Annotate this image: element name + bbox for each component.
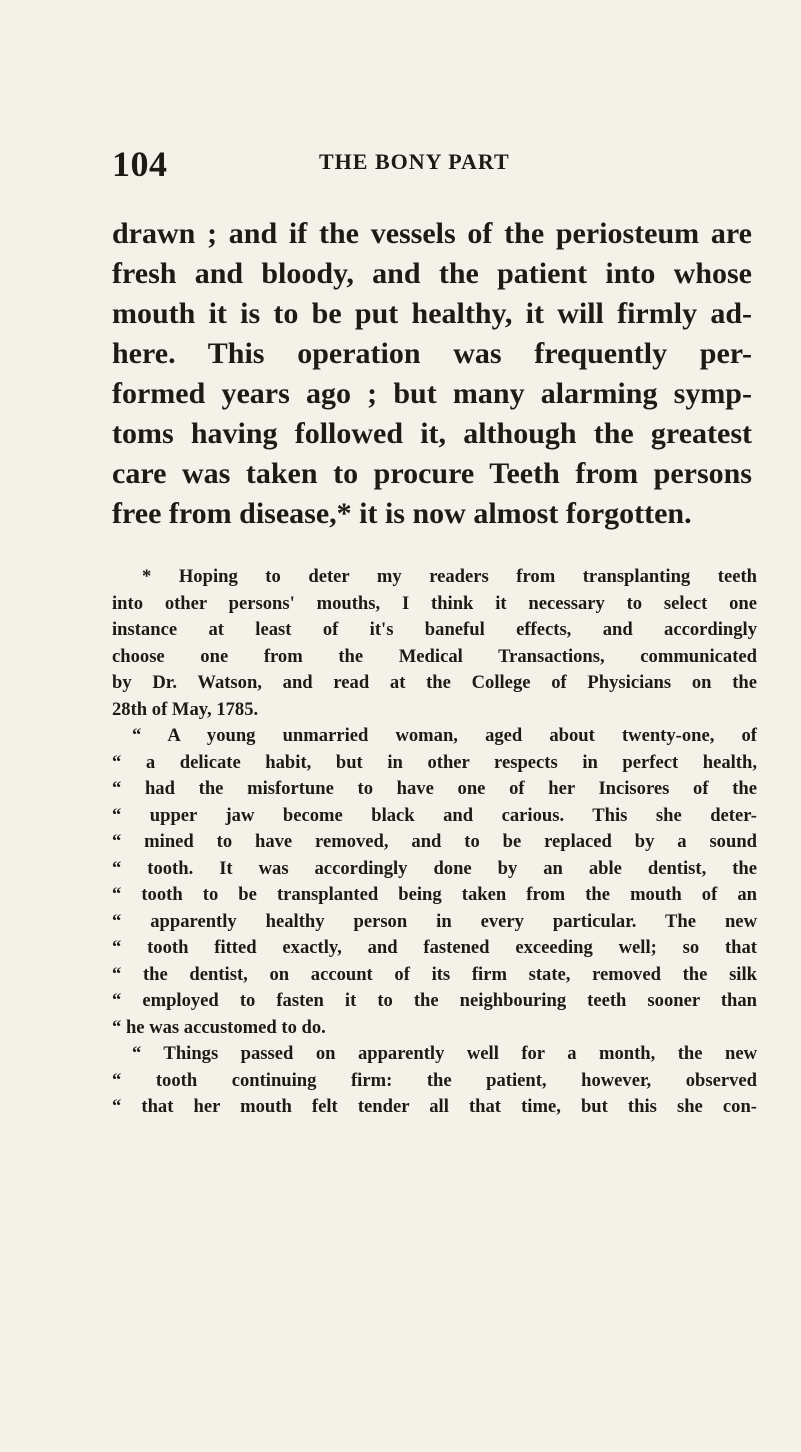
quoted-line: “ the dentist, on account of its firm state, removed the silk [112,963,757,985]
footnote-line: 28th of May, 1785. [112,698,259,720]
quoted-line: “ upper jaw become black and carious. This she deter- [112,804,757,826]
quoted-line: “ tooth. It was accordingly done by an able dentist, the [112,857,757,879]
footnote-line: by Dr. Watson, and read at the College of Physicians on the [112,672,757,693]
footnote-line: * Hoping to deter my readers from transplanting teeth [142,566,757,587]
body-paragraph [112,214,752,534]
quoted-line: “ employed to fasten it to the neighbouring teeth sooner than [112,990,757,1011]
quoted-line: “ tooth to be transplanted being taken from the mouth of an [112,884,757,905]
body-line: free from disease,* it is now almost forgotten. [112,497,692,530]
footnote [112,564,757,1121]
body-line: mouth it is to be put healthy, it will firmly ad- [112,297,752,330]
body-line: drawn ; and if the vessels of the periosteum are [112,217,752,250]
quoted-line: “ had the misfortune to have one of her Incisores of the [112,778,757,799]
page-header [112,143,592,187]
quoted-line: “ tooth fitted exactly, and fastened exceeding well; so that [112,937,757,958]
body-line: fresh and bloody, and the patient into whose [112,257,752,290]
body-line: here. This operation was frequently per- [112,337,752,370]
quoted-line: “ apparently healthy person in every particular. The new [112,910,757,932]
body-line: formed years ago ; but many alarming symp- [112,377,752,410]
page-number: 104 [112,144,168,184]
quoted-line: “ he was accustomed to do. [112,1016,326,1038]
running-head: THE BONY PART [319,149,510,174]
footnote-line: into other persons' mouths, I think it necessary to select one [112,592,757,614]
quoted-line: “ mined to have removed, and to be replaced by a sound [112,831,757,852]
quoted-line: “ that her mouth felt tender all that time, but this she con- [112,1096,757,1117]
quoted-line: “ a delicate habit, but in other respects in perfect health, [112,751,757,773]
body-line: toms having followed it, although the greatest [112,417,752,450]
quoted-line: “ A young unmarried woman, aged about twenty-one, of [132,725,757,746]
quoted-line: “ Things passed on apparently well for a month, the new [132,1043,757,1064]
body-line: care was taken to procure Teeth from persons [112,457,752,490]
quoted-line: “ tooth continuing firm: the patient, however, observed [112,1069,757,1091]
footnote-line: choose one from the Medical Transactions, communicated [112,645,757,667]
footnote-line: instance at least of it's baneful effects, and accordingly [112,619,757,640]
